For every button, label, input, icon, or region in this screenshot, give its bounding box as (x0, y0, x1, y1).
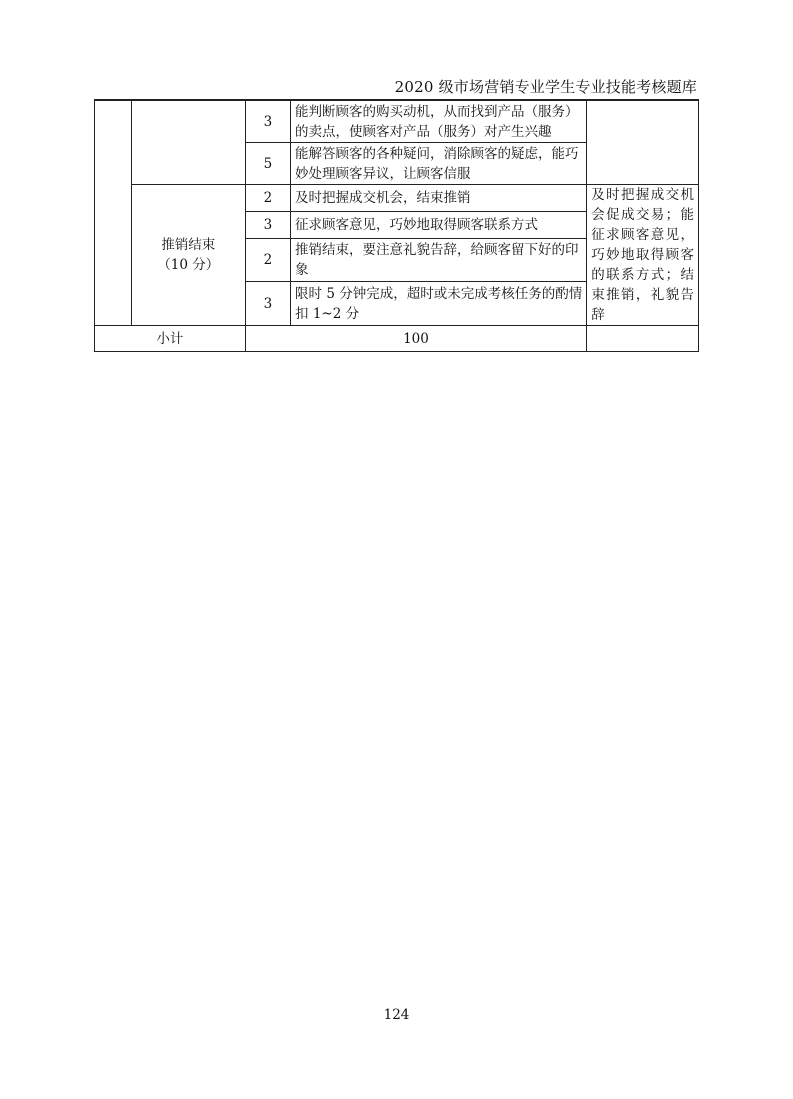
note-cell (587, 101, 699, 185)
section-name: 推销结束 (161, 237, 216, 253)
criteria-cell: 能解答顾客的各种疑问，消除顾客的疑虑，能巧妙处理顾客异议，让顾客信服 (291, 143, 587, 185)
page-number: 124 (383, 1007, 410, 1023)
project-cell (95, 101, 132, 326)
page-header-title: 2020 级市场营销专业学生专业技能考核题库 (394, 78, 697, 96)
criteria-cell: 能判断顾客的购买动机，从而找到产品（服务）的卖点，使顾客对产品（服务）对产生兴趣 (291, 101, 587, 143)
criteria-cell: 及时把握成交机会，结束推销 (291, 185, 587, 212)
score-cell: 2 (245, 185, 290, 212)
criteria-cell: 限时 5 分钟完成，超时或未完成考核任务的酌情扣 1~2 分 (291, 282, 587, 326)
stage-cell (131, 101, 245, 185)
section-note-cell: 及时把握成交机会促成交易；能征求顾客意见，巧妙地取得顾客的联系方式；结束推销，礼貌告辞 (587, 185, 699, 326)
score-cell: 3 (245, 211, 290, 238)
criteria-cell: 征求顾客意见，巧妙地取得顾客联系方式 (291, 211, 587, 238)
subtotal-note-cell (587, 326, 699, 352)
criteria-cell: 推销结束，要注意礼貌告辞，给顾客留下好的印象 (291, 238, 587, 282)
section-points: （10 分） (157, 257, 220, 273)
scoring-table (94, 100, 699, 352)
subtotal-label: 小计 (95, 326, 246, 352)
subtotal-value: 100 (245, 326, 587, 352)
subtotal-row (95, 326, 699, 352)
score-cell: 3 (245, 101, 290, 143)
table-row (95, 185, 699, 212)
table-row (95, 101, 699, 143)
score-cell: 3 (245, 282, 290, 326)
section-name-cell (131, 185, 245, 326)
score-cell: 5 (245, 143, 290, 185)
score-cell: 2 (245, 238, 290, 282)
